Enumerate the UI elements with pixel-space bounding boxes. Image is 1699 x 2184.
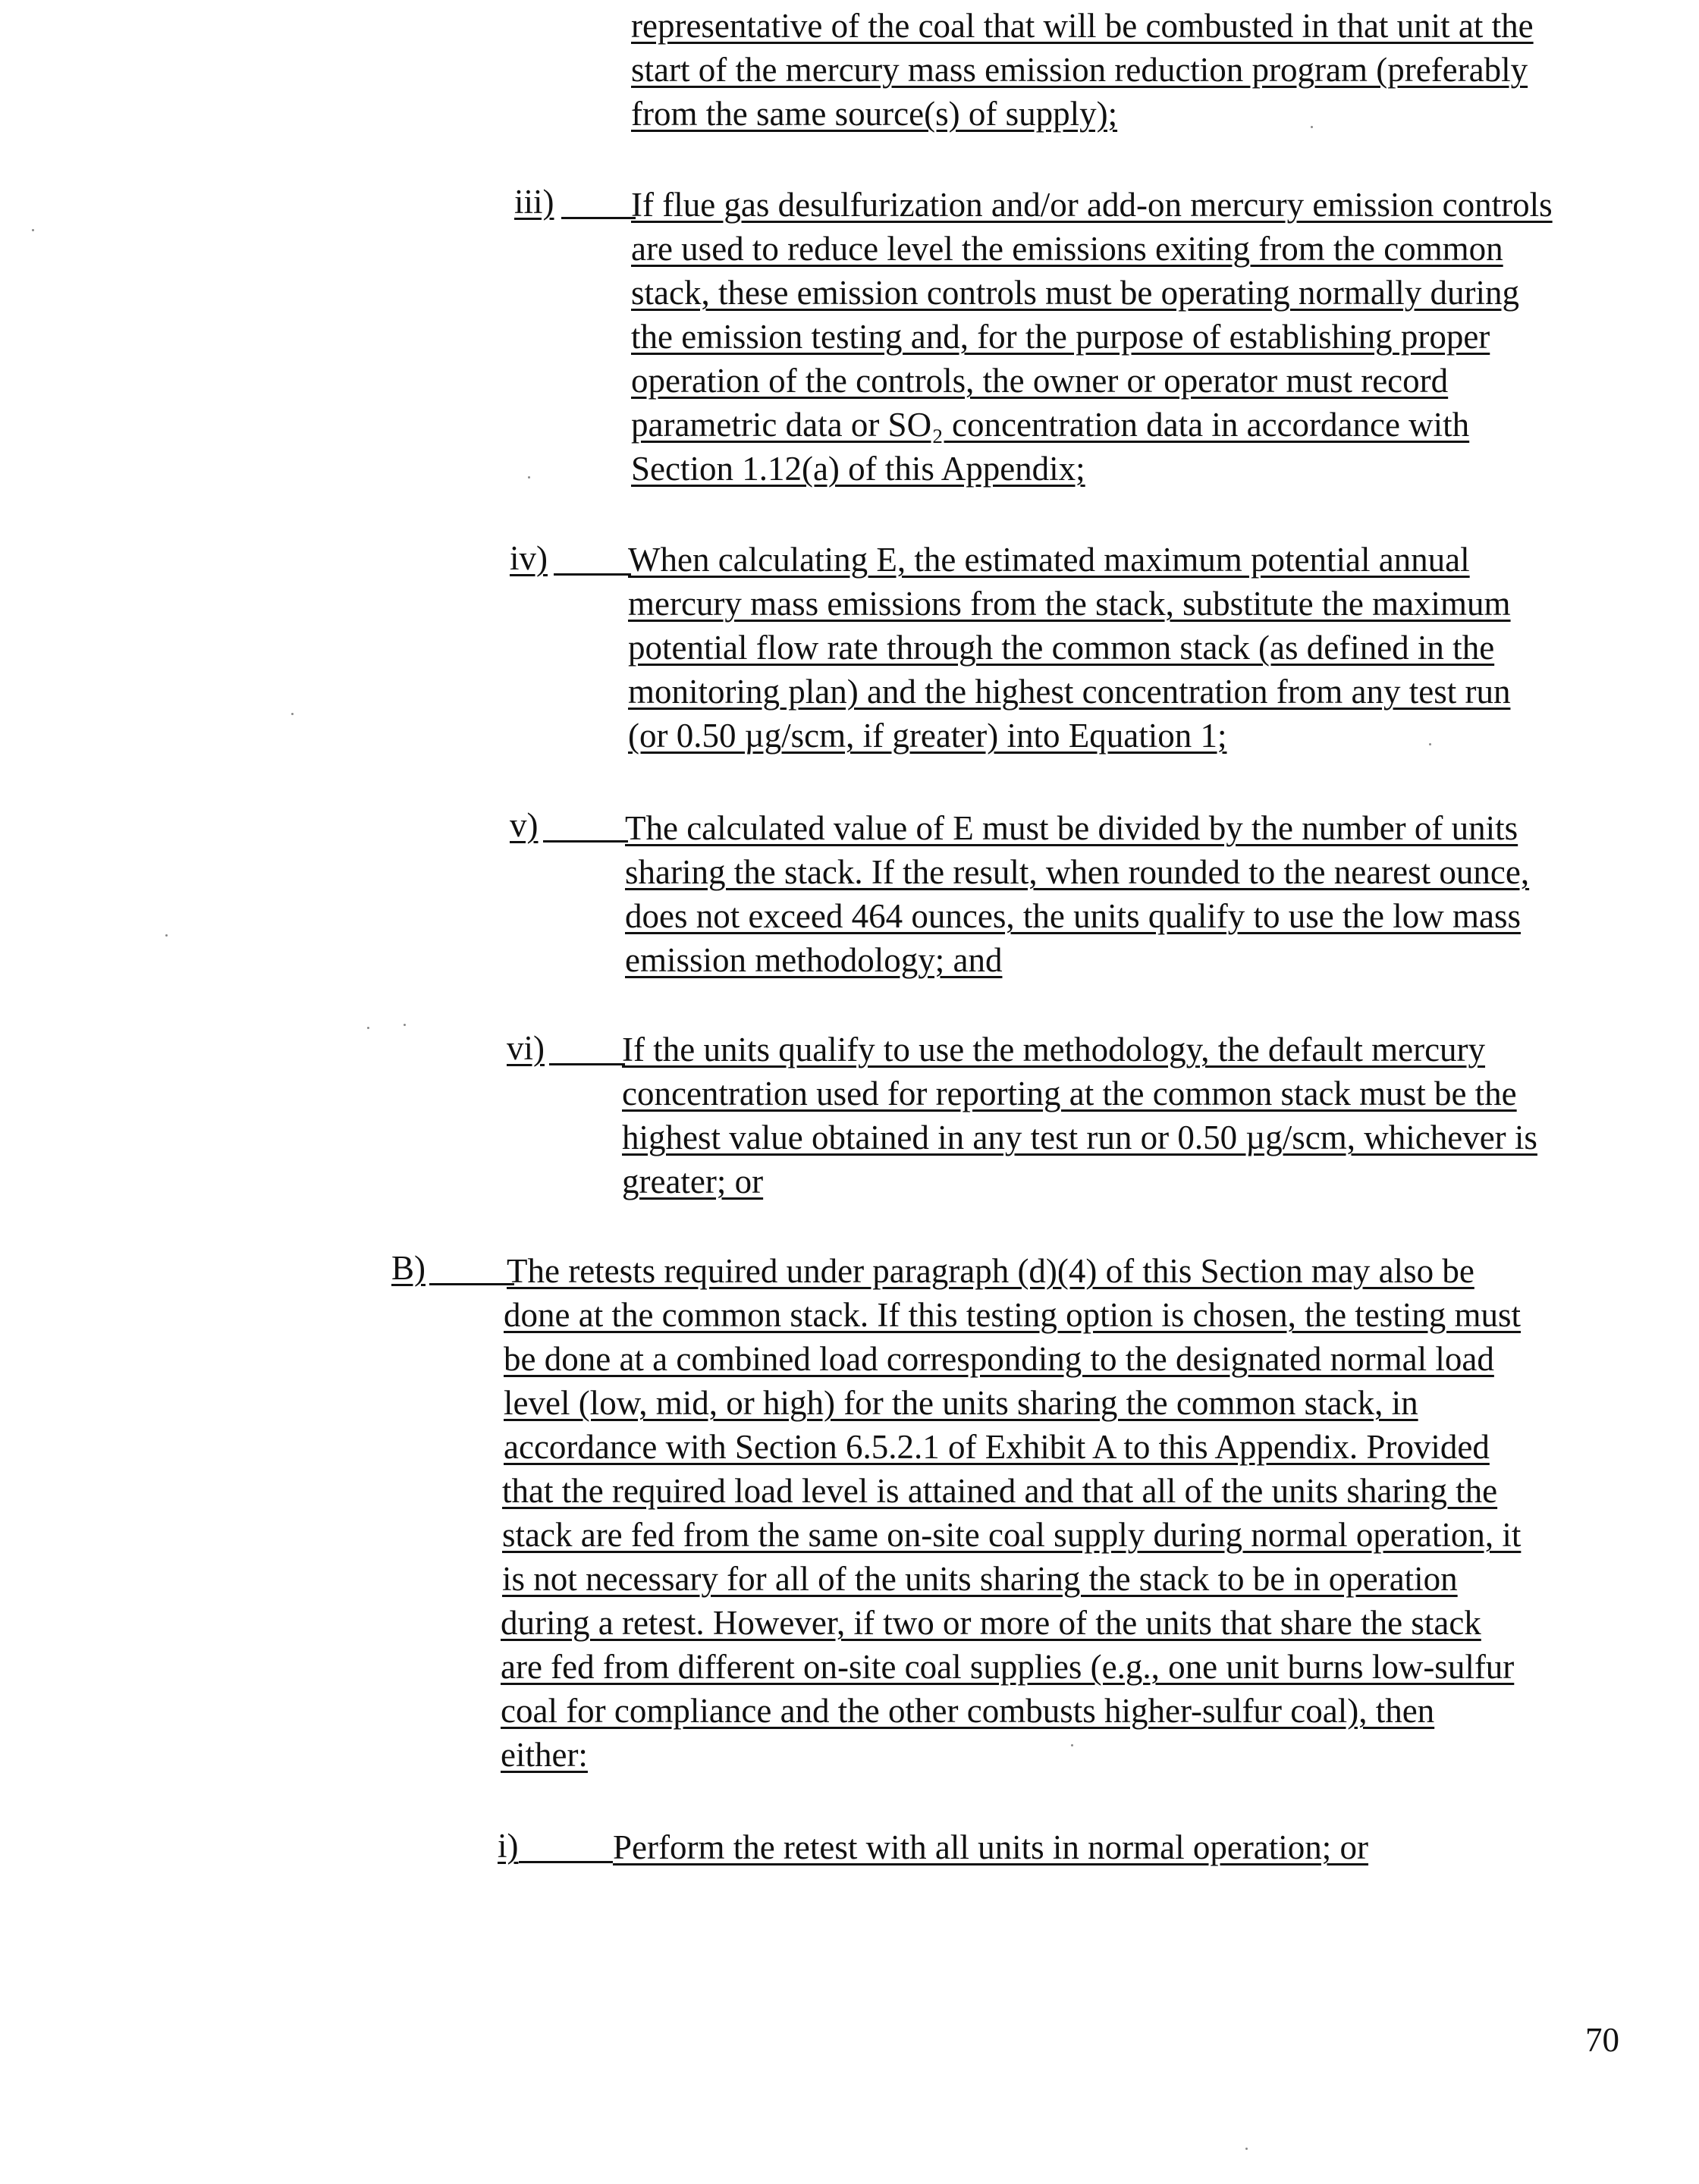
scan-speck: [32, 229, 34, 231]
scan-speck: [1245, 2148, 1248, 2150]
text-line: The calculated value of E must be divided by the number of units: [625, 809, 1518, 847]
list-marker: B): [391, 1248, 426, 1288]
text-line: If flue gas desulfurization and/or add-on mercury emission controls: [631, 186, 1553, 224]
list-marker: iii): [514, 182, 554, 221]
text-line: emission methodology; and: [625, 941, 1003, 979]
text-line: done at the common stack. If this testing option is chosen, the testing must: [504, 1296, 1522, 1334]
text-line: stack are fed from the same on-site coal supply during normal operation, it: [502, 1516, 1522, 1554]
text-line: Section 1.12(a) of this Appendix;: [631, 450, 1085, 488]
scan-speck: [404, 1024, 406, 1026]
list-marker: vi): [507, 1028, 545, 1068]
text-line: level (low, mid, or high) for the units sharing the common stack, in: [504, 1384, 1418, 1422]
text-line: is not necessary for all of the units sharing the stack to be in operation: [502, 1560, 1458, 1598]
text-line: greater; or: [622, 1163, 764, 1200]
text-line: from the same source(s) of supply);: [631, 95, 1118, 133]
text-line: coal for compliance and the other combusts higher-sulfur coal), then: [501, 1692, 1435, 1730]
page-number: 70: [1585, 2021, 1619, 2059]
text-line: are used to reduce level the emissions exiting from the common: [631, 230, 1503, 268]
text-line: be done at a combined load corresponding to the designated normal load: [504, 1340, 1494, 1378]
text-line: highest value obtained in any test run or 0.50 µg/scm, whichever is: [622, 1119, 1537, 1156]
text-line: Perform the retest with all units in normal operation; or: [613, 1828, 1369, 1866]
text-line: potential flow rate through the common stack (as defined in the: [628, 629, 1495, 667]
text-line: that the required load level is attained and that all of the units sharing the: [502, 1472, 1498, 1510]
text-line: The retests required under paragraph (d)(4) of this Section may also be: [507, 1252, 1474, 1290]
text-line: during a retest. However, if two or more of the units that share the stack: [501, 1604, 1481, 1642]
text-line: concentration used for reporting at the common stack must be the: [622, 1075, 1517, 1112]
text-line: mercury mass emissions from the stack, substitute the maximum: [628, 585, 1511, 623]
text-line: sharing the stack. If the result, when rounded to the nearest ounce,: [625, 853, 1530, 891]
text-line: representative of the coal that will be combusted in that unit at the: [631, 7, 1534, 45]
scan-speck: [291, 713, 294, 715]
list-marker: v): [510, 805, 539, 845]
text-line: parametric data or SO₂ concentration data in accordance with: [631, 406, 1470, 444]
scan-speck: [1429, 743, 1431, 745]
text-line: (or 0.50 µg/scm, if greater) into Equation 1;: [628, 717, 1227, 755]
list-marker: i): [498, 1826, 519, 1866]
scan-speck: [367, 1027, 369, 1029]
text-line: does not exceed 464 ounces, the units qualify to use the low mass: [625, 897, 1522, 935]
list-marker: iv): [510, 538, 548, 578]
text-line: are fed from different on-site coal supplies (e.g., one unit burns low-sulfur: [501, 1648, 1515, 1686]
scan-speck: [165, 934, 168, 937]
scan-speck: [1311, 126, 1313, 128]
text-line: If the units qualify to use the methodology, the default mercury: [622, 1031, 1486, 1068]
scan-speck: [1071, 1744, 1073, 1746]
text-line: monitoring plan) and the highest concentration from any test run: [628, 673, 1511, 711]
text-line: either:: [501, 1736, 588, 1774]
text-line: start of the mercury mass emission reduction program (preferably: [631, 51, 1528, 89]
text-line: the emission testing and, for the purpose of establishing proper: [631, 318, 1490, 356]
scan-speck: [528, 476, 530, 479]
text-line: stack, these emission controls must be operating normally during: [631, 274, 1520, 312]
text-line: operation of the controls, the owner or operator must record: [631, 362, 1449, 400]
text-line: accordance with Section 6.5.2.1 of Exhibit A to this Appendix. Provided: [504, 1428, 1490, 1466]
text-line: When calculating E, the estimated maximum potential annual: [628, 541, 1470, 579]
